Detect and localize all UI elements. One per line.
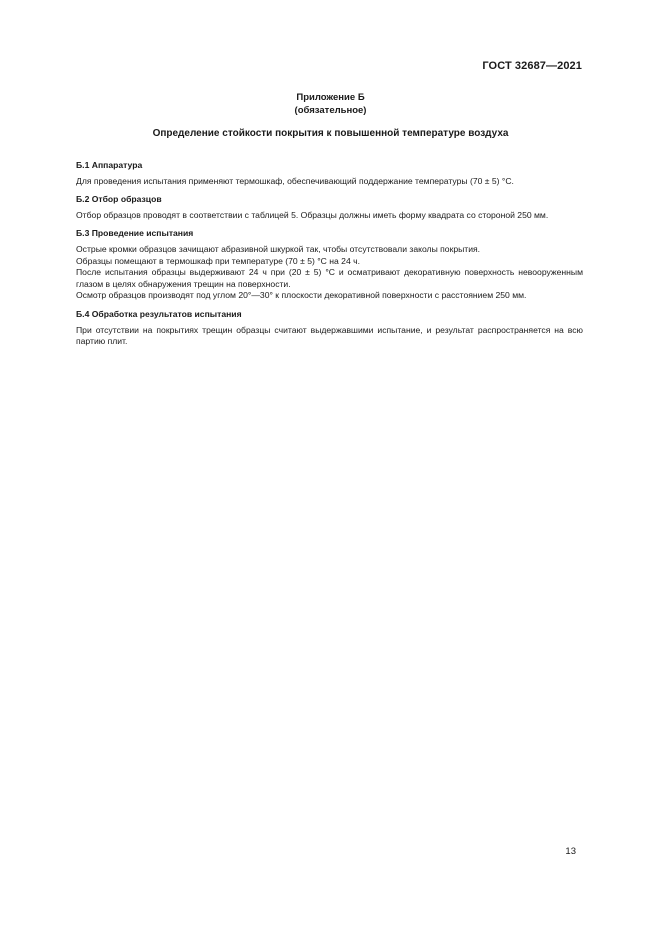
section-b2 [76, 194, 583, 221]
section-title: Б.2 Отбор образцов [76, 194, 162, 205]
annex-label: Приложение Б [296, 92, 365, 103]
paragraph: Осмотр образцов производят под углом 20°—30° к плоскости декоративной поверхности с расстоянием 250 мм. [76, 290, 527, 301]
paragraph: При отсутствии на покрытиях трещин образцы считают выдержавшими испытание, и результат распространяется на всю партию плит. [76, 324, 583, 347]
annex-title: Определение стойкости покрытия к повышенной температуре воздуха [152, 128, 509, 139]
page-number: 13 [565, 846, 576, 857]
standard-number: ГОСТ 32687—2021 [482, 60, 582, 72]
paragraph: Образцы помещают в термошкаф при температуре (70 ± 5) °С на 24 ч. [76, 255, 360, 266]
section-b3 [76, 228, 583, 302]
paragraph: Для проведения испытания применяют термошкаф, обеспечивающий поддержание температуры (70 ± 5) °С. [76, 175, 514, 186]
annex-body [76, 160, 583, 355]
annex-heading [0, 91, 661, 117]
section-b1 [76, 160, 583, 187]
paragraph: Отбор образцов проводят в соответствии с таблицей 5. Образцы должны иметь форму квадрата со стороной 250 мм. [76, 209, 549, 220]
annex-status: (обязательное) [294, 105, 367, 116]
section-title: Б.3 Проведение испытания [76, 228, 194, 239]
section-b4 [76, 309, 583, 348]
paragraph: После испытания образцы выдерживают 24 ч при (20 ± 5) °С и осматривают декоративную поверхность невооруженным глазом в целях обнаружения трещин на поверхности. [76, 267, 583, 289]
section-title: Б.1 Аппаратура [76, 160, 143, 170]
section-title: Б.4 Обработка результатов испытания [76, 308, 242, 319]
paragraph: Острые кромки образцов зачищают абразивной шкуркой так, чтобы отсутствовали заколы покрытия. [76, 243, 481, 254]
